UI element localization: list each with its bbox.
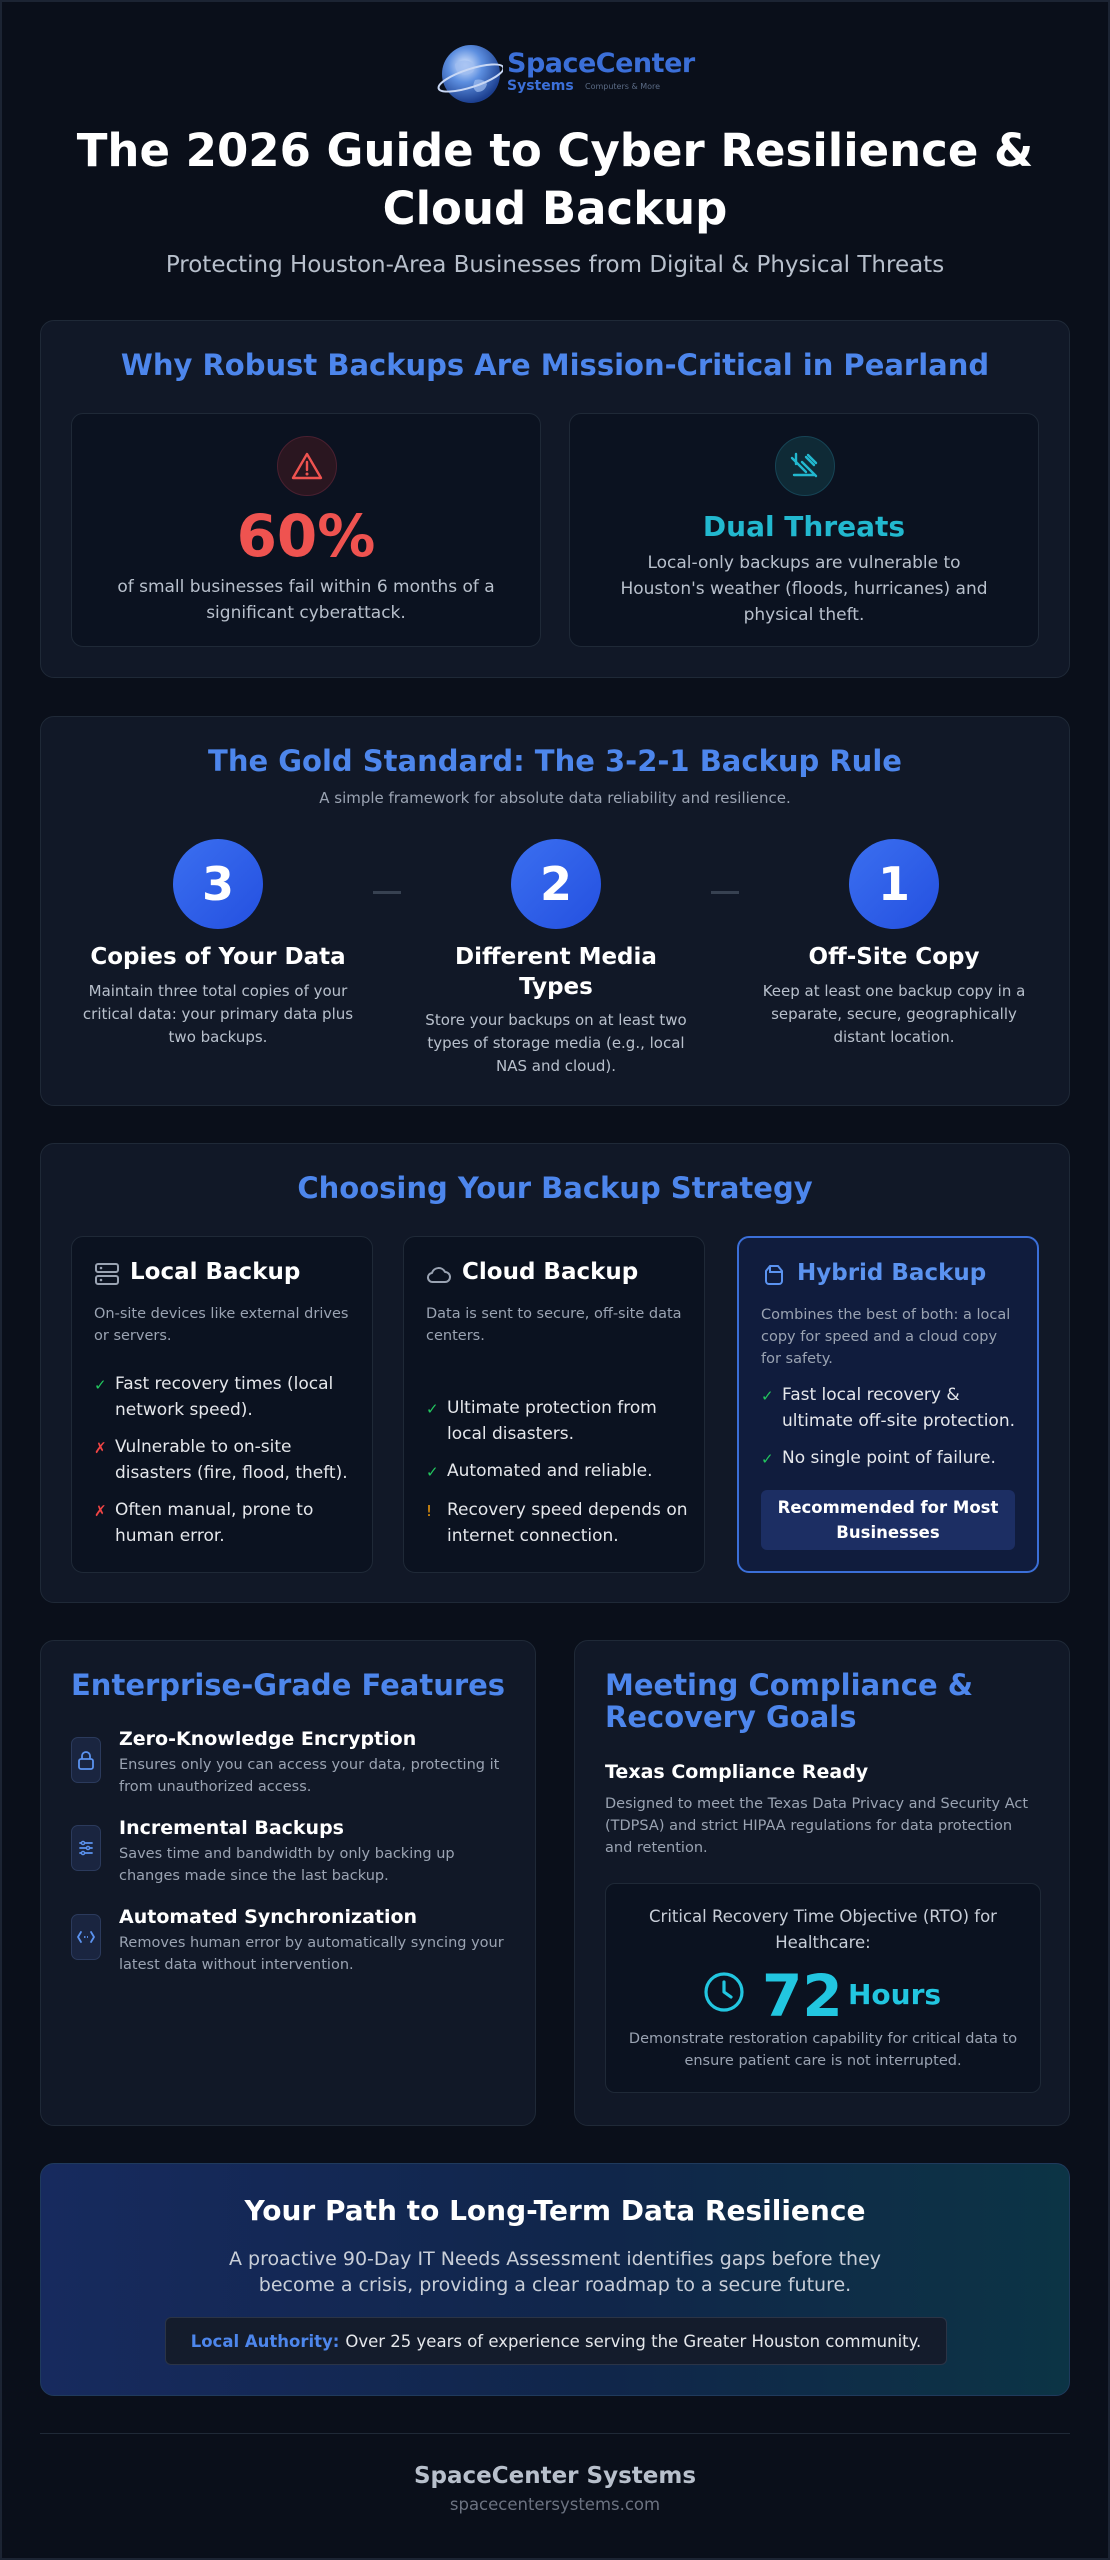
threats-text: Local-only backups are vulnerable to Houston's weather (floods, hurricanes) and physical theft. [620,553,988,625]
footer-divider [40,2433,1070,2434]
logo-tagline: Computers & More [585,82,661,91]
rule-subtitle: A simple framework for absolute data reliability and resilience. [319,789,791,807]
cloud-bullet: ✓ Automated and reliable. [426,1458,690,1484]
why-section [40,320,1070,678]
clock-icon [702,1970,746,2014]
cloud-icon [426,1261,452,1287]
features-title: Enterprise-Grade Features [71,1668,506,1702]
feature-encryption-text: Ensures only you can access your data, protecting it from unauthorized access. [119,1757,500,1795]
path-title: Your Path to Long-Term Data Resilience [244,2194,866,2227]
warning-icon [277,436,337,496]
logo-name: SpaceCenter [507,48,695,79]
local-backup-card [71,1236,373,1573]
cloud-backup-title: Cloud Backup [462,1259,639,1285]
strategy-title: Choosing Your Backup Strategy [297,1171,813,1205]
cloud-bullet: ✓ Ultimate protection from local disasters. [426,1398,657,1444]
why-title: Why Robust Backups Are Mission-Critical in Pearland [120,348,990,382]
local-backup-title: Local Backup [130,1259,301,1285]
compliance-text: Designed to meet the Texas Data Privacy and Security Act (TDPSA) and strict HIPAA regulations for data protection and retention. [605,1796,1029,1856]
check-icon: ✓ [94,1376,107,1394]
list-icon [71,1825,101,1871]
logo-sub: Systems [507,78,574,94]
rto-unit: Hours [848,1978,942,2011]
local-bullet: ✓ Fast recovery times (local network speed). [94,1374,334,1420]
local-bullet: ✗ Often manual, prone to human error. [94,1500,314,1546]
cloud-backup-desc: Data is sent to secure, off-site data centers. [426,1306,682,1344]
stat-text: of small businesses fail within 6 months of a significant cyberattack. [117,577,495,623]
logo[interactable] [435,40,695,106]
rto-box [605,1883,1041,2093]
rto-value: 72 [762,1962,843,2030]
footer-company: SpaceCenter Systems [413,2463,697,2489]
feature-encryption-title: Zero-Knowledge Encryption [119,1728,417,1750]
threats-card [569,413,1039,647]
hybrid-backup-title: Hybrid Backup [797,1260,987,1286]
lock-icon [71,1737,101,1783]
authority-text: Over 25 years of experience serving the Greater Houston community. [345,2331,922,2351]
path-section [40,2163,1070,2396]
rule-section [40,716,1070,1106]
globe-icon [435,40,503,106]
hybrid-bullet: ✓ No single point of failure. [761,1445,1023,1471]
rto-text: Demonstrate restoration capability for critical data to ensure patient care is not interrupted. [628,2031,1018,2069]
step-2-text: Store your backups on at least two types of storage media (e.g., local NAS and cloud). [425,1011,687,1075]
feature-incremental-title: Incremental Backups [119,1817,344,1839]
page-title: The 2026 Guide to Cyber Resilience & Cloud Backup [76,124,1034,235]
path-text: A proactive 90-Day IT Needs Assessment identifies gaps before they become a crisis, providing a clear roadmap to a secure future. [228,2248,882,2296]
compliance-subtitle: Texas Compliance Ready [605,1761,869,1783]
step-1-title: Copies of Your Data [90,944,346,970]
step-3-text: Keep at least one backup copy in a separate, secure, geographically distant location. [762,982,1026,1046]
hybrid-backup-card [737,1236,1039,1573]
step-3-number: 1 [849,839,939,929]
step-divider [711,891,739,894]
step-divider [373,891,401,894]
check-icon: ✓ [426,1400,439,1418]
local-bullet: ✗ Vulnerable to on-site disasters (fire, flood, theft). [94,1437,348,1483]
features-section [40,1640,536,2126]
sync-icon [71,1914,101,1960]
cloud-backup-card [403,1236,705,1573]
lightning-icon [775,436,835,496]
server-icon [94,1261,120,1287]
check-icon: ✓ [761,1450,774,1468]
page-subtitle: Protecting Houston-Area Businesses from Digital & Physical Threats [165,252,945,278]
step-1-text: Maintain three total copies of your critical data: your primary data plus two backups. [82,982,354,1046]
footer-url-link[interactable]: spacecentersystems.com [449,2495,661,2514]
step-2-title: Different Media Types [455,944,657,1000]
step-1-number: 3 [173,839,263,929]
threats-title: Dual Threats [702,510,906,543]
hybrid-icon [761,1262,787,1288]
hybrid-bullet: ✓ Fast local recovery & ultimate off-site protection. [761,1385,1015,1431]
check-icon: ✓ [761,1387,774,1405]
hybrid-backup-desc: Combines the best of both: a local copy for speed and a cloud copy for safety. [761,1307,1011,1367]
cross-icon: ✗ [94,1439,107,1457]
rto-label: Critical Recovery Time Objective (RTO) for Healthcare: [649,1907,997,1952]
authority-label: Local Authority: [190,2331,340,2351]
compliance-section [574,1640,1070,2126]
recommended-badge: Recommended for Most Businesses [761,1490,1015,1550]
local-backup-desc: On-site devices like external drives or servers. [94,1306,349,1344]
cloud-bullet: ! Recovery speed depends on internet connection. [426,1500,688,1546]
step-2-number: 2 [511,839,601,929]
feature-incremental-text: Saves time and bandwidth by only backing up changes made since the last backup. [119,1846,455,1884]
check-icon: ✓ [426,1463,439,1481]
step-3-title: Off-Site Copy [808,944,980,970]
authority-banner [165,2317,947,2365]
warning-mark-icon: ! [426,1502,433,1520]
stat-card [71,413,541,647]
stat-value: 60% [236,502,376,570]
feature-sync-title: Automated Synchronization [119,1906,418,1928]
feature-sync-text: Removes human error by automatically syncing your latest data without intervention. [119,1935,504,1973]
rule-title: The Gold Standard: The 3-2-1 Backup Rule [208,744,902,778]
compliance-title: Meeting Compliance & Recovery Goals [605,1668,974,1734]
cross-icon: ✗ [94,1502,107,1520]
strategy-section [40,1143,1070,1603]
